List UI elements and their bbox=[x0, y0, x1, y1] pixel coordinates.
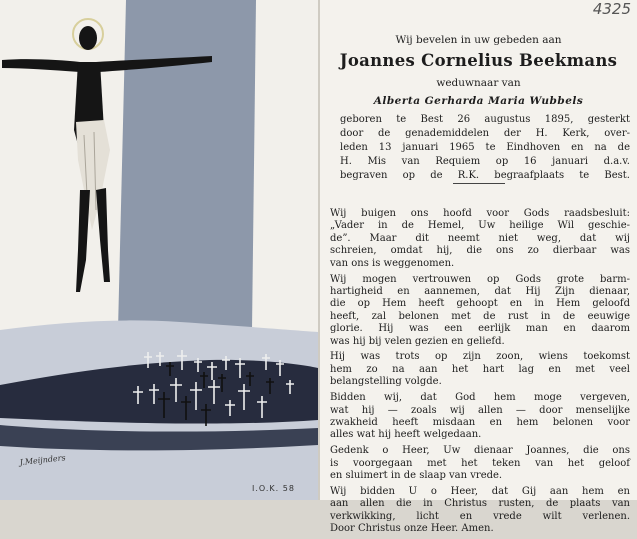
paragraph-line: heeft, zal belonen met de rust in de eeuwige bbox=[330, 310, 630, 322]
bio-line: begraven op de R.K. begraafplaats te Best. bbox=[340, 170, 630, 181]
widower-line: weduwnaar van bbox=[436, 77, 521, 89]
print-code: I.O.K. 58 bbox=[252, 484, 295, 493]
head-icon bbox=[79, 26, 97, 50]
paragraph bbox=[330, 274, 630, 348]
paragraph-line: Wij bidden U o Heer, dat Gij aan hem en bbox=[330, 486, 630, 498]
bio-line: leden 13 januari 1965 te Eindhoven en na de bbox=[340, 142, 630, 153]
paragraph-line: Door Christus onze Heer. Amen. bbox=[330, 523, 494, 535]
illustration-panel bbox=[0, 0, 318, 500]
paragraph bbox=[330, 208, 630, 270]
paragraph-line: hartigheid en aannemen, dat Hij Zijn dienaar, bbox=[330, 285, 630, 297]
paragraph-line: die op Hem heeft gehoopt en in Hem geloofd bbox=[330, 298, 630, 310]
paragraph-line: van ons is weggenomen. bbox=[330, 257, 455, 269]
prayer-text bbox=[330, 208, 630, 539]
paragraph-line: glorie. Hij was een eerlijk man en daarom bbox=[330, 323, 630, 335]
left-leg bbox=[76, 190, 90, 292]
paragraph-line: zwakheid heeft misdaan en hem belonen voor bbox=[330, 417, 630, 428]
paragraph bbox=[330, 392, 630, 442]
bio-line: H. Mis van Requiem op 16 januari d.a.v. bbox=[340, 156, 630, 167]
paragraph-line: wat hij — zoals wij allen — door menselijke bbox=[330, 404, 630, 416]
paragraph-line: is voorgegaan met het teken van het geloof bbox=[330, 457, 630, 469]
bio-line: door de genademiddelen der H. Kerk, over- bbox=[340, 128, 630, 139]
paragraph-line: belangstelling volgde. bbox=[330, 376, 442, 388]
paragraph-line: verkwikking, licht en vrede wilt verlenen. bbox=[330, 510, 630, 522]
bio-line: geboren te Best 26 augustus 1895, gesterkt bbox=[340, 114, 630, 125]
crucifixion-illustration bbox=[0, 0, 318, 500]
paragraph-line: alles wat hij heeft welgedaan. bbox=[330, 429, 482, 441]
intro-line: Wij bevelen in uw gebeden aan bbox=[395, 34, 562, 46]
paragraph bbox=[330, 486, 630, 536]
paragraph-line: was hij bij velen gezien en geliefd. bbox=[330, 335, 505, 347]
paragraph-line: Bidden wij, dat God hem moge vergeven, bbox=[330, 392, 630, 404]
paragraph-line: Gedenk o Heer, Uw dienaar Joannes, die ons bbox=[330, 445, 630, 457]
biography bbox=[340, 113, 630, 183]
paragraph-line: hem zo na aan het hart lag en met veel bbox=[330, 363, 630, 375]
paragraph-line: Wij buigen ons hoofd voor Gods raadsbesluit: bbox=[330, 208, 630, 219]
divider bbox=[453, 183, 505, 184]
right-leg bbox=[96, 188, 110, 282]
spouse-name: Alberta Gerharda Maria Wubbels bbox=[373, 95, 584, 107]
paragraph bbox=[330, 351, 630, 388]
paragraph-line: „Vader in de Hemel, Uw heilige Wil geschie- bbox=[330, 220, 630, 232]
paragraph-line: Hij was trots op zijn zoon, wiens toekomst bbox=[330, 351, 630, 363]
paragraph-line: schreien, omdat hij, die ons zo dierbaar was bbox=[330, 245, 630, 257]
text-panel bbox=[320, 0, 637, 535]
deceased-name: Joannes Cornelius Beekmans bbox=[339, 51, 618, 70]
paragraph-line: en sluimert in de slaap van vrede. bbox=[330, 470, 503, 482]
paragraph bbox=[330, 445, 630, 482]
archive-number: 4325 bbox=[592, 0, 631, 18]
paragraph-line: Wij mogen vertrouwen op Gods grote barm- bbox=[330, 273, 630, 285]
paragraph-line: de”. Maar dit neemt niet weg, dat wij bbox=[330, 232, 630, 244]
artist-signature: J.Meijnders bbox=[19, 453, 66, 467]
tree-trunk bbox=[118, 0, 256, 330]
paragraph-line: aan allen die in Christus rusten, de plaats van bbox=[330, 498, 630, 510]
